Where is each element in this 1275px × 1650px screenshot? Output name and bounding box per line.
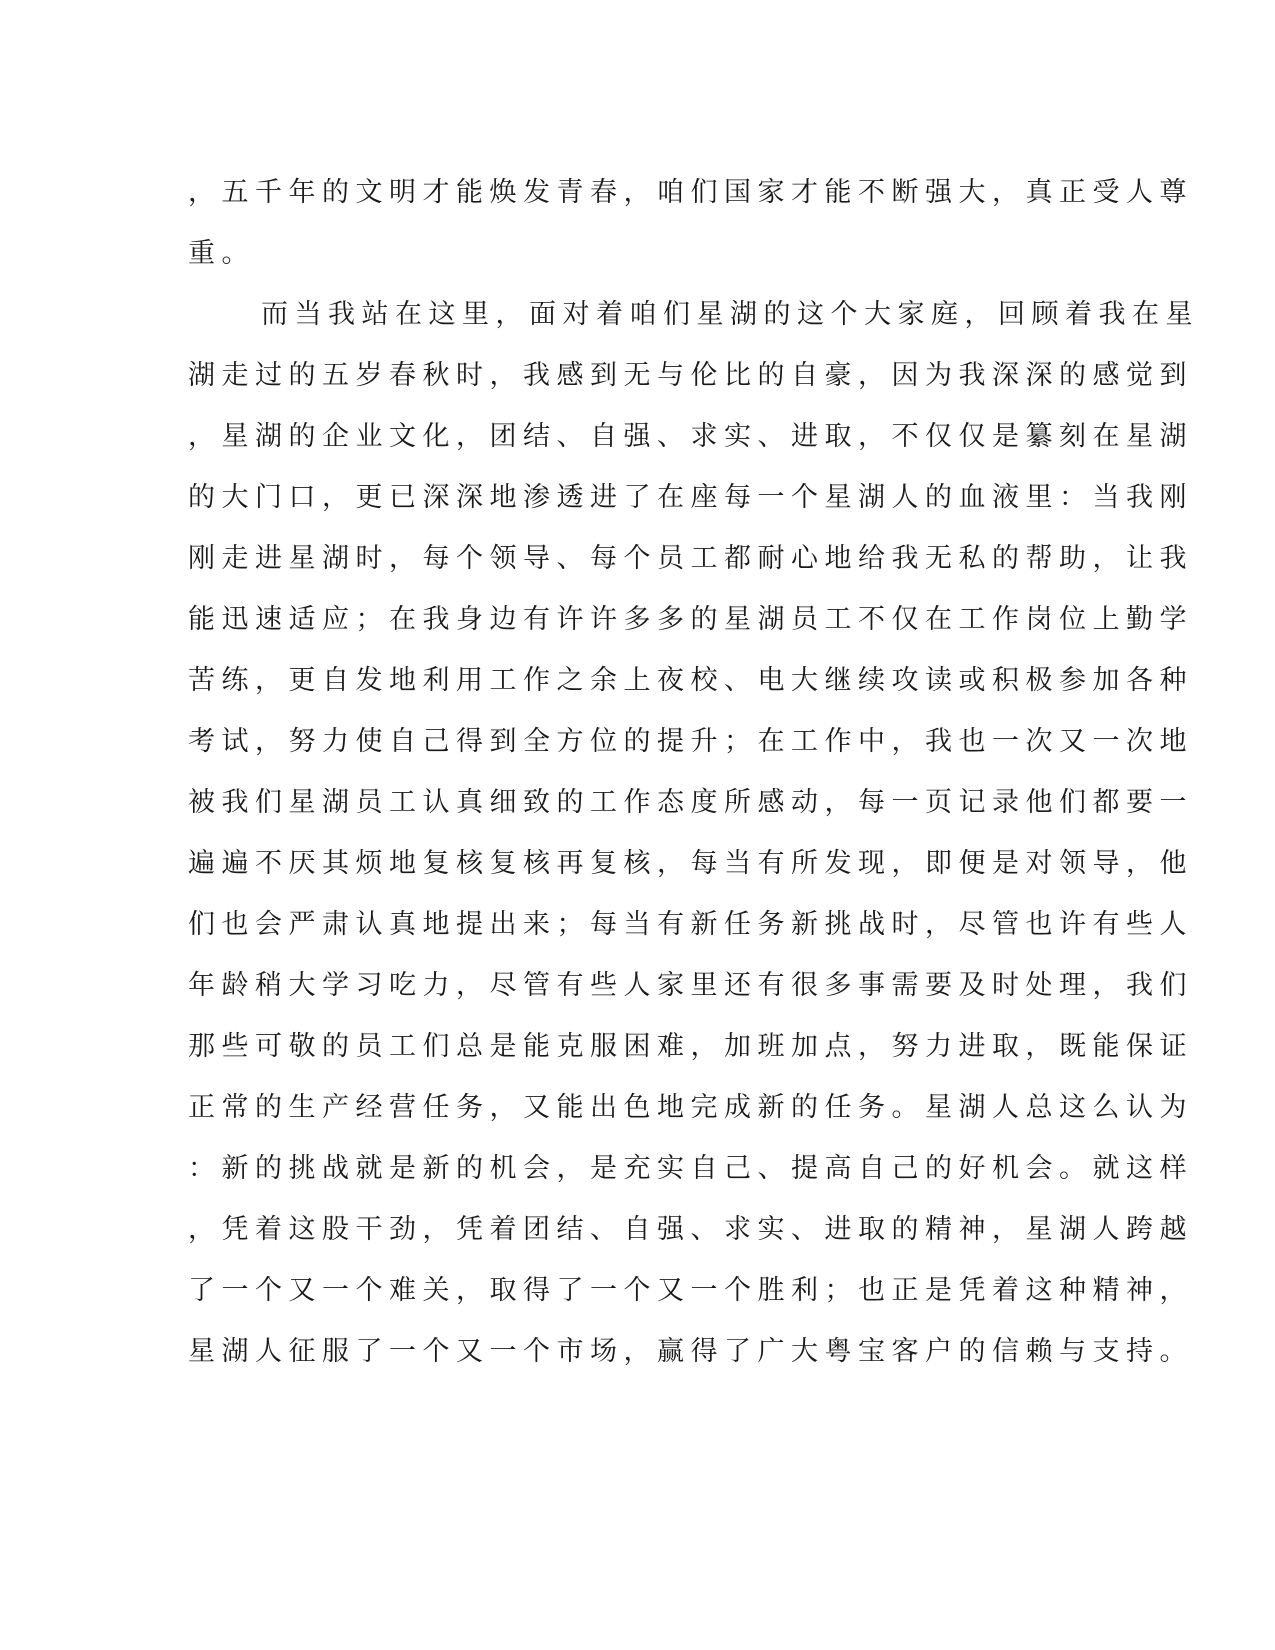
text-line: 遍遍不厌其烦地复核复核再复核，每当有所发现，即便是对领导，他 [188, 848, 1193, 879]
text-line: 了一个又一个难关，取得了一个又一个胜利；也正是凭着这种精神， [188, 1275, 1193, 1306]
text-line: ，五千年的文明才能焕发青春，咱们国家才能不断强大，真正受人尊 [188, 177, 1193, 208]
text-line: 苦练，更自发地利用工作之余上夜校、电大继续攻读或积极参加各种 [188, 665, 1193, 696]
text-line: 考试，努力使自己得到全方位的提升；在工作中，我也一次又一次地 [188, 726, 1193, 757]
text-line: 们也会严肃认真地提出来；每当有新任务新挑战时，尽管也许有些人 [188, 909, 1193, 940]
text-line: 的大门口，更已深深地渗透进了在座每一个星湖人的血液里：当我刚 [188, 482, 1193, 513]
text-line: ，凭着这股干劲，凭着团结、自强、求实、进取的精神，星湖人跨越 [188, 1214, 1193, 1245]
text-line: ：新的挑战就是新的机会，是充实自己、提高自己的好机会。就这样 [188, 1153, 1193, 1184]
text-line: 而当我站在这里，面对着咱们星湖的这个大家庭，回顾着我在星 [261, 299, 1199, 330]
text-line: 那些可敬的员工们总是能克服困难，加班加点，努力进取，既能保证 [188, 1031, 1193, 1062]
paragraph-2 [188, 284, 1199, 1382]
text-line: 星湖人征服了一个又一个市场，赢得了广大粤宝客户的信赖与支持。 [188, 1336, 1193, 1367]
text-line: 湖走过的五岁春秋时，我感到无与伦比的自豪，因为我深深的感觉到 [188, 360, 1193, 391]
text-line: 能迅速适应；在我身边有许许多多的星湖员工不仅在工作岗位上勤学 [188, 604, 1193, 635]
text-line: 被我们星湖员工认真细致的工作态度所感动，每一页记录他们都要一 [188, 787, 1193, 818]
text-line: 刚走进星湖时，每个领导、每个员工都耐心地给我无私的帮助，让我 [188, 543, 1193, 574]
paragraph-1 [188, 162, 1193, 284]
text-line: 正常的生产经营任务，又能出色地完成新的任务。星湖人总这么认为 [188, 1092, 1193, 1123]
body-text [188, 162, 1199, 1382]
text-line: 年龄稍大学习吃力，尽管有些人家里还有很多事需要及时处理，我们 [188, 970, 1193, 1001]
text-line: 重。 [188, 238, 255, 269]
text-line: ，星湖的企业文化，团结、自强、求实、进取，不仅仅是纂刻在星湖 [188, 421, 1193, 452]
